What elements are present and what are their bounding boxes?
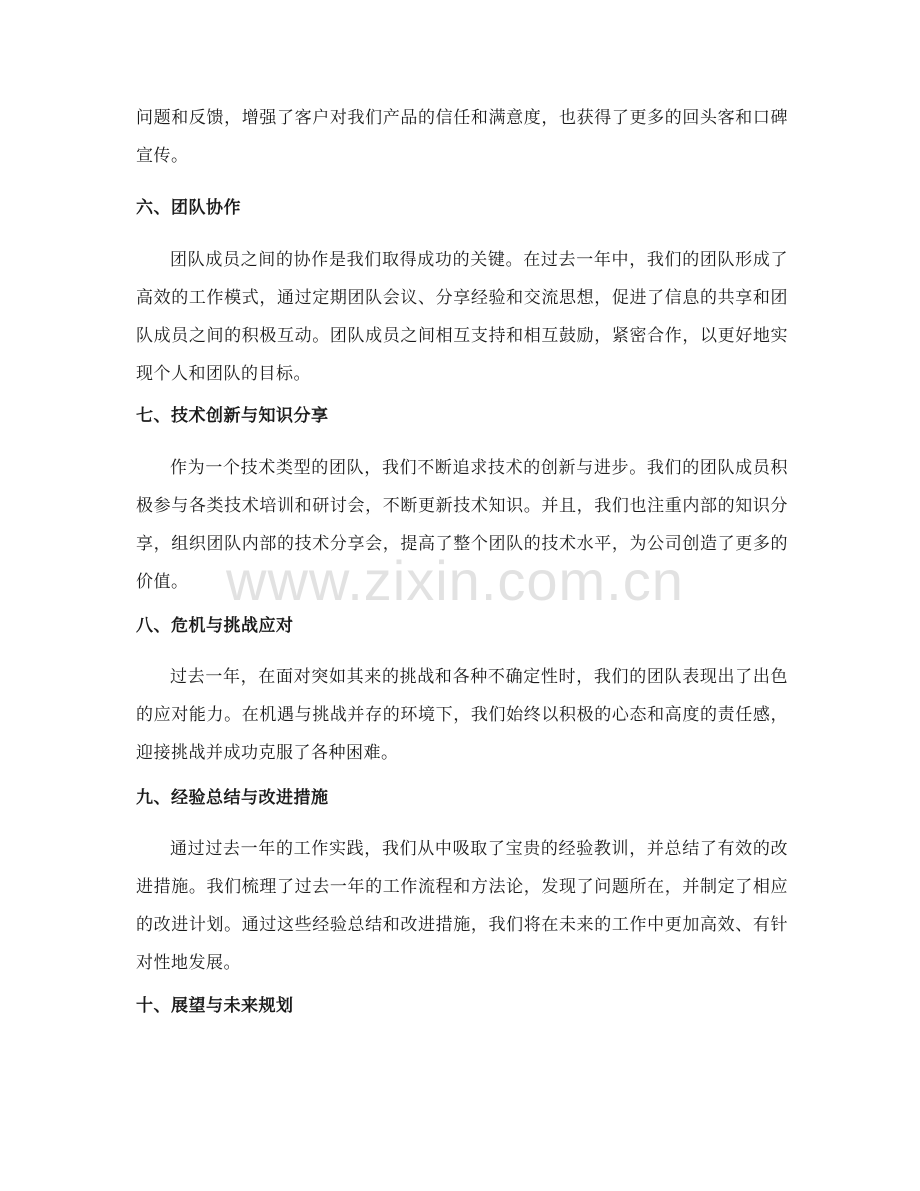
paragraph-crisis-response: 过去一年，在面对突如其来的挑战和各种不确定性时，我们的团队表现出了出色的应对能力。在机遇与挑战并存的环境下，我们始终以积极的心态和高度的责任感，迎接挑战并成功克服了各种困难。 <box>136 667 788 763</box>
paragraph-continued: 问题和反馈，增强了客户对我们产品的信任和满意度，也获得了更多的回头客和口碑宣传。 <box>136 108 788 166</box>
paragraph-tech-innovation: 作为一个技术类型的团队，我们不断追求技术的创新与进步。我们的团队成员积极参与各类技术培训和研讨会，不断更新技术知识。并且，我们也注重内部的知识分享，组织团队内部的技术分享会，提高了整个团队的技术水平，为公司创造了更多的价值。 <box>136 458 788 592</box>
heading-lessons-improvements: 九、经验总结与改进措施 <box>136 788 329 808</box>
paragraph-team-collaboration: 团队成员之间的协作是我们取得成功的关键。在过去一年中，我们的团队形成了高效的工作模式，通过定期团队会议、分享经验和交流思想，促进了信息的共享和团队成员之间的积极互动。团队成员之间相互支持和相互鼓励，紧密合作，以更好地实现个人和团队的目标。 <box>136 250 788 384</box>
heading-outlook-plans: 十、展望与未来规划 <box>136 996 294 1016</box>
heading-crisis-response: 八、危机与挑战应对 <box>136 616 294 636</box>
heading-tech-innovation: 七、技术创新与知识分享 <box>136 406 329 426</box>
heading-team-collaboration: 六、团队协作 <box>136 198 241 218</box>
paragraph-lessons-improvements: 通过过去一年的工作实践，我们从中吸取了宝贵的经验教训，并总结了有效的改进措施。我们梳理了过去一年的工作流程和方法论，发现了问题所在，并制定了相应的改进计划。通过这些经验总结和改进措施，我们将在未来的工作中更加高效、有针对性地发展。 <box>136 839 788 973</box>
watermark: www.zixin.com.cn <box>226 549 684 612</box>
